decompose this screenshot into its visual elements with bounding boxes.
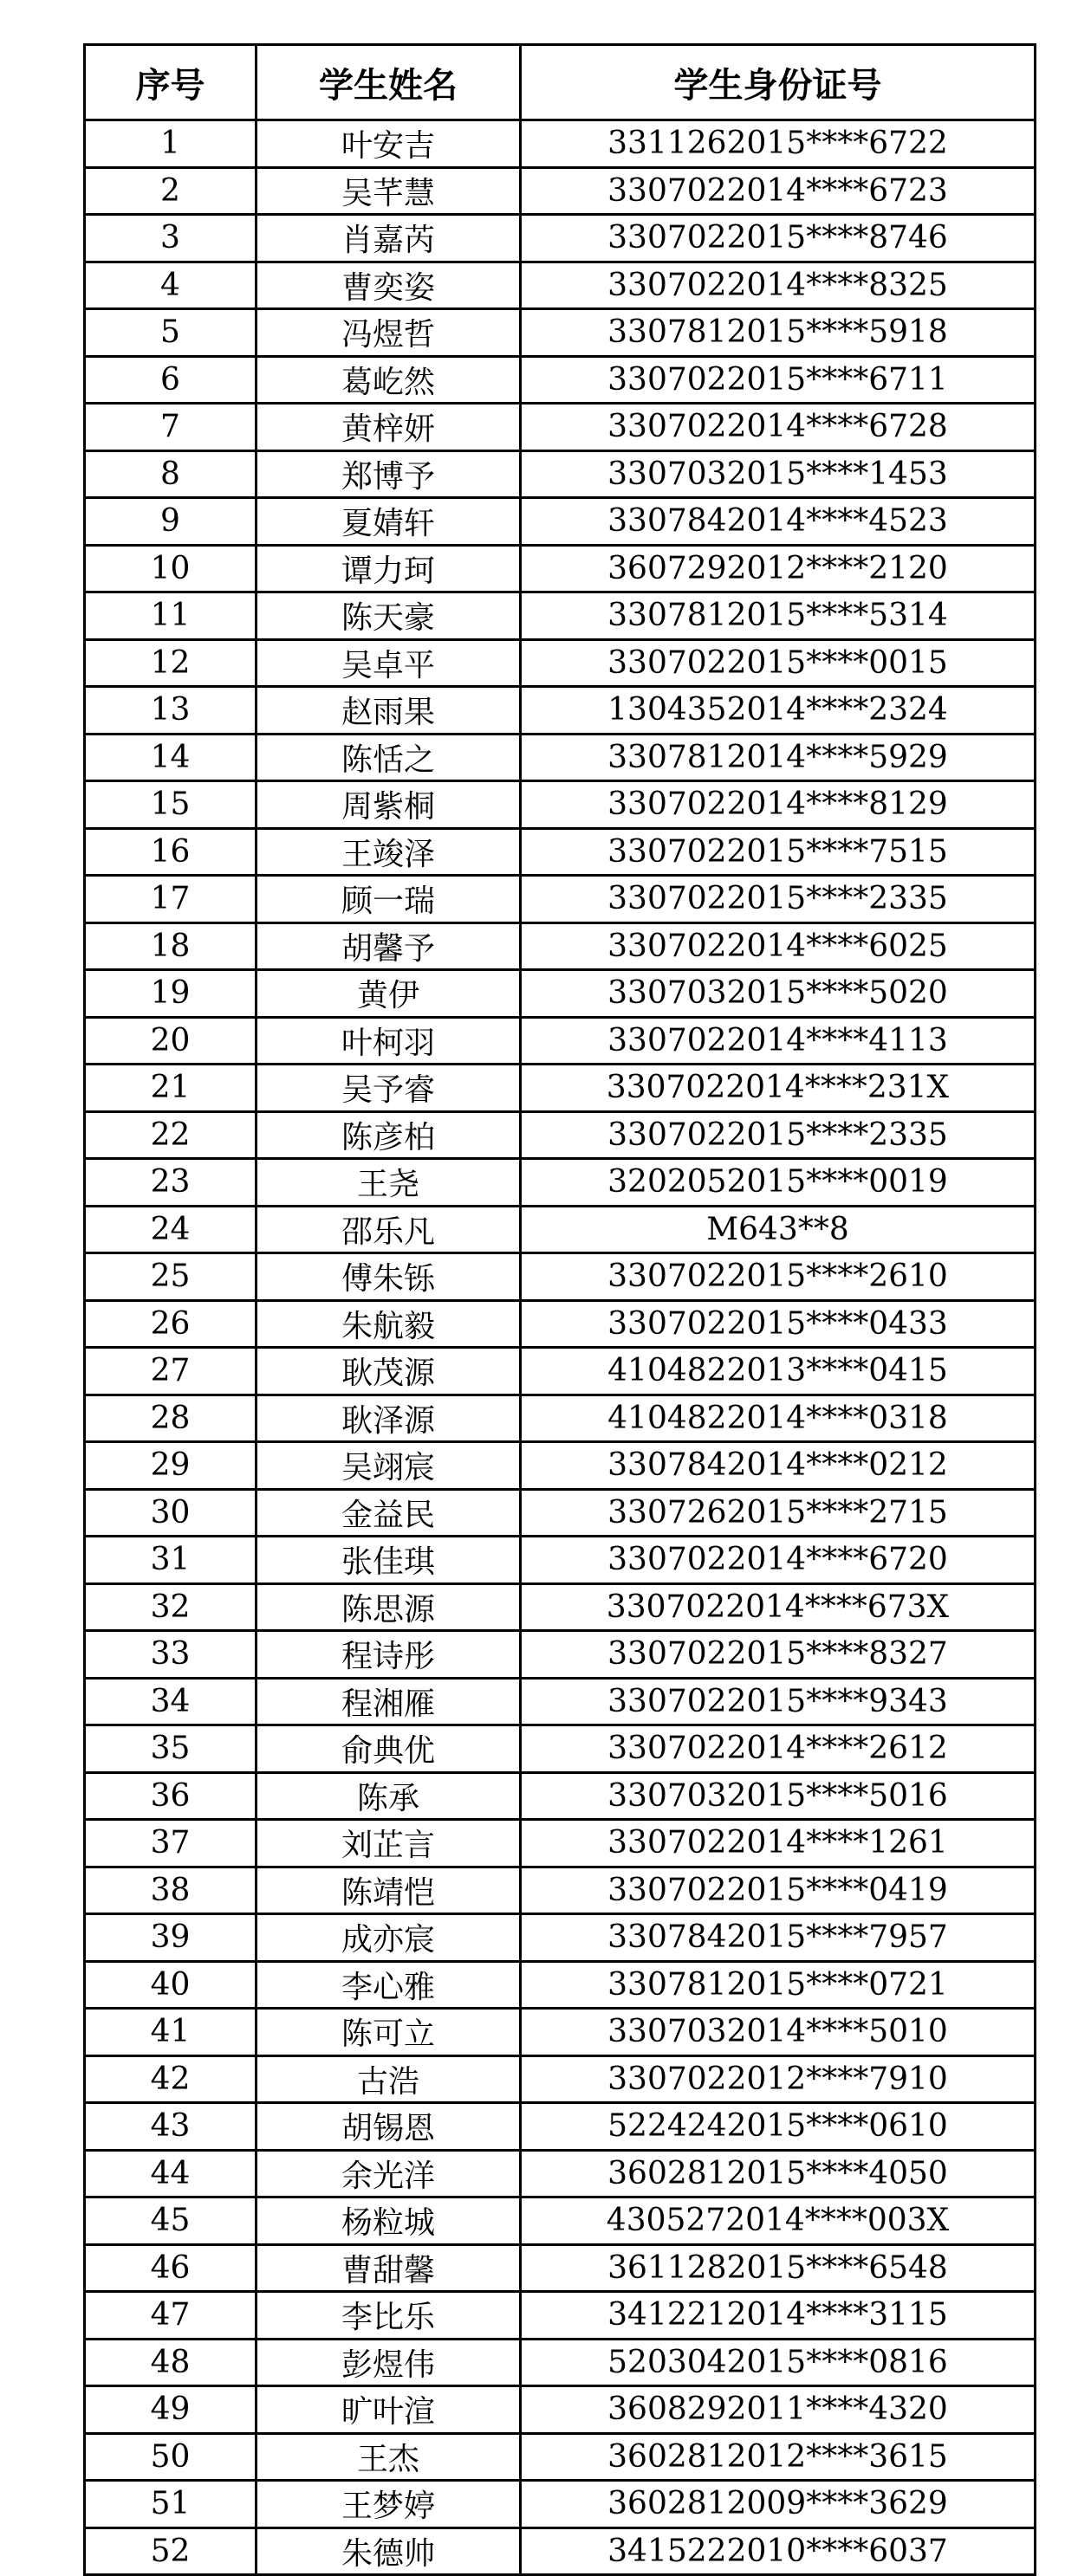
cell-name: 陈靖恺 — [257, 1867, 521, 1914]
cell-name: 成亦宸 — [257, 1914, 521, 1962]
cell-seq: 25 — [85, 1253, 257, 1301]
cell-id: M643**8 — [521, 1206, 1036, 1253]
cell-name: 李比乐 — [257, 2292, 521, 2340]
cell-seq: 42 — [85, 2055, 257, 2103]
cell-id: 3307262015****2715 — [521, 1489, 1036, 1537]
table-row — [85, 922, 1036, 970]
cell-seq: 26 — [85, 1300, 257, 1348]
cell-name: 陈恬之 — [257, 734, 521, 781]
cell-seq: 19 — [85, 970, 257, 1018]
cell-seq: 45 — [85, 2197, 257, 2245]
header-id: 学生身份证号 — [521, 45, 1036, 120]
table-row — [85, 1065, 1036, 1112]
cell-name: 张佳琪 — [257, 1537, 521, 1584]
cell-id: 4104822013****0415 — [521, 1348, 1036, 1395]
cell-seq: 5 — [85, 309, 257, 357]
cell-name: 金益民 — [257, 1489, 521, 1537]
table-row — [85, 215, 1036, 262]
cell-id: 3307022015****9343 — [521, 1678, 1036, 1725]
cell-seq: 16 — [85, 828, 257, 876]
cell-seq: 29 — [85, 1442, 257, 1490]
cell-id: 3307022015****7515 — [521, 828, 1036, 876]
cell-id: 3307812015****5314 — [521, 592, 1036, 640]
header-seq: 序号 — [85, 45, 257, 120]
cell-id: 3307022014****4113 — [521, 1017, 1036, 1065]
table-row — [85, 734, 1036, 781]
cell-name: 葛屹然 — [257, 356, 521, 404]
cell-name: 胡馨予 — [257, 922, 521, 970]
cell-seq: 44 — [85, 2150, 257, 2197]
cell-id: 5203042015****0816 — [521, 2339, 1036, 2386]
table-row — [85, 2103, 1036, 2151]
cell-id: 3307022015****2610 — [521, 1253, 1036, 1301]
cell-id: 3202052015****0019 — [521, 1159, 1036, 1207]
cell-id: 3307022014****673X — [521, 1583, 1036, 1631]
cell-id: 3307022015****2335 — [521, 876, 1036, 923]
cell-name: 耿泽源 — [257, 1395, 521, 1442]
table-row — [85, 1253, 1036, 1301]
cell-id: 3307032015****5020 — [521, 970, 1036, 1018]
header-row — [85, 45, 1036, 120]
cell-seq: 7 — [85, 404, 257, 451]
cell-id: 4305272014****003X — [521, 2197, 1036, 2245]
cell-name: 谭力珂 — [257, 545, 521, 592]
cell-id: 3307022014****6728 — [521, 404, 1036, 451]
table-row — [85, 1537, 1036, 1584]
table-row — [85, 1772, 1036, 1820]
cell-name: 吴予睿 — [257, 1065, 521, 1112]
cell-name: 李心雅 — [257, 1961, 521, 2009]
table-row — [85, 498, 1036, 546]
cell-id: 3307842014****4523 — [521, 498, 1036, 546]
table-row — [85, 1206, 1036, 1253]
cell-name: 黄梓妍 — [257, 404, 521, 451]
table-row — [85, 828, 1036, 876]
cell-name: 赵雨果 — [257, 687, 521, 735]
cell-id: 3307812014****5929 — [521, 734, 1036, 781]
cell-name: 吴卓平 — [257, 639, 521, 687]
cell-name: 邵乐凡 — [257, 1206, 521, 1253]
cell-id: 3307022012****7910 — [521, 2055, 1036, 2103]
cell-seq: 8 — [85, 450, 257, 498]
cell-name: 彭煜伟 — [257, 2339, 521, 2386]
cell-id: 3311262015****6722 — [521, 120, 1036, 168]
cell-id: 3412212014****3115 — [521, 2292, 1036, 2340]
cell-name: 王杰 — [257, 2433, 521, 2481]
table-row — [85, 592, 1036, 640]
cell-seq: 6 — [85, 356, 257, 404]
cell-seq: 49 — [85, 2386, 257, 2434]
table-row — [85, 1961, 1036, 2009]
table-row — [85, 1489, 1036, 1537]
cell-seq: 41 — [85, 2009, 257, 2056]
cell-seq: 40 — [85, 1961, 257, 2009]
cell-name: 夏婧轩 — [257, 498, 521, 546]
cell-seq: 4 — [85, 262, 257, 309]
table-row — [85, 1678, 1036, 1725]
cell-name: 俞典优 — [257, 1725, 521, 1773]
table-row — [85, 356, 1036, 404]
table-row — [85, 309, 1036, 357]
cell-name: 曹甜馨 — [257, 2244, 521, 2292]
table-row — [85, 2481, 1036, 2528]
cell-id: 3307032015****1453 — [521, 450, 1036, 498]
cell-seq: 31 — [85, 1537, 257, 1584]
cell-name: 叶安吉 — [257, 120, 521, 168]
table-row — [85, 2055, 1036, 2103]
cell-seq: 37 — [85, 1820, 257, 1867]
table-row — [85, 262, 1036, 309]
cell-seq: 38 — [85, 1867, 257, 1914]
cell-name: 郑博予 — [257, 450, 521, 498]
table-row — [85, 1395, 1036, 1442]
cell-seq: 23 — [85, 1159, 257, 1207]
cell-name: 陈思源 — [257, 1583, 521, 1631]
cell-name: 叶柯羽 — [257, 1017, 521, 1065]
cell-name: 程湘雁 — [257, 1678, 521, 1725]
table-row — [85, 970, 1036, 1018]
table-row — [85, 2244, 1036, 2292]
cell-name: 周紫桐 — [257, 781, 521, 829]
cell-id: 3307022015****6711 — [521, 356, 1036, 404]
cell-seq: 1 — [85, 120, 257, 168]
cell-id: 3608292011****4320 — [521, 2386, 1036, 2434]
cell-seq: 24 — [85, 1206, 257, 1253]
cell-id: 3307022014****2612 — [521, 1725, 1036, 1773]
cell-name: 朱航毅 — [257, 1300, 521, 1348]
cell-seq: 36 — [85, 1772, 257, 1820]
cell-name: 曹奕姿 — [257, 262, 521, 309]
table-row — [85, 1631, 1036, 1679]
cell-id: 3415222010****6037 — [521, 2527, 1036, 2575]
cell-id: 3307022015****8746 — [521, 215, 1036, 262]
table-row — [85, 2150, 1036, 2197]
cell-seq: 11 — [85, 592, 257, 640]
table-row — [85, 404, 1036, 451]
cell-seq: 39 — [85, 1914, 257, 1962]
table-row — [85, 781, 1036, 829]
cell-name: 吴芊慧 — [257, 167, 521, 215]
table-row — [85, 1111, 1036, 1159]
cell-name: 程诗彤 — [257, 1631, 521, 1679]
table-row — [85, 2386, 1036, 2434]
cell-id: 3307842014****0212 — [521, 1442, 1036, 1490]
cell-name: 胡锡恩 — [257, 2103, 521, 2151]
cell-name: 古浩 — [257, 2055, 521, 2103]
cell-name: 陈承 — [257, 1772, 521, 1820]
cell-id: 3307022015****2335 — [521, 1111, 1036, 1159]
cell-name: 陈可立 — [257, 2009, 521, 2056]
cell-seq: 50 — [85, 2433, 257, 2481]
table-row — [85, 1300, 1036, 1348]
student-table — [83, 43, 1036, 2576]
cell-seq: 2 — [85, 167, 257, 215]
cell-name: 杨粒城 — [257, 2197, 521, 2245]
cell-seq: 34 — [85, 1678, 257, 1725]
table-row — [85, 1159, 1036, 1207]
cell-seq: 52 — [85, 2527, 257, 2575]
cell-id: 3307812015****5918 — [521, 309, 1036, 357]
cell-seq: 33 — [85, 1631, 257, 1679]
cell-name: 陈天豪 — [257, 592, 521, 640]
cell-name: 耿茂源 — [257, 1348, 521, 1395]
cell-name: 旷叶渲 — [257, 2386, 521, 2434]
cell-name: 王梦婷 — [257, 2481, 521, 2528]
cell-id: 3602812015****4050 — [521, 2150, 1036, 2197]
cell-id: 3611282015****6548 — [521, 2244, 1036, 2292]
cell-name: 傅朱铄 — [257, 1253, 521, 1301]
cell-id: 3307022015****8327 — [521, 1631, 1036, 1679]
cell-id: 3307022015****0015 — [521, 639, 1036, 687]
cell-seq: 14 — [85, 734, 257, 781]
table-row — [85, 1583, 1036, 1631]
table-row — [85, 1017, 1036, 1065]
table-row — [85, 1867, 1036, 1914]
cell-seq: 35 — [85, 1725, 257, 1773]
cell-seq: 48 — [85, 2339, 257, 2386]
cell-id: 5224242015****0610 — [521, 2103, 1036, 2151]
cell-seq: 9 — [85, 498, 257, 546]
cell-seq: 3 — [85, 215, 257, 262]
table-row — [85, 2292, 1036, 2340]
cell-name: 顾一瑞 — [257, 876, 521, 923]
table-row — [85, 2009, 1036, 2056]
cell-id: 4104822014****0318 — [521, 1395, 1036, 1442]
cell-id: 1304352014****2324 — [521, 687, 1036, 735]
cell-seq: 10 — [85, 545, 257, 592]
cell-seq: 27 — [85, 1348, 257, 1395]
table-row — [85, 639, 1036, 687]
table-row — [85, 1914, 1036, 1962]
table-row — [85, 1442, 1036, 1490]
cell-name: 余光洋 — [257, 2150, 521, 2197]
cell-name: 王尧 — [257, 1159, 521, 1207]
table-row — [85, 167, 1036, 215]
cell-id: 3307022014****8325 — [521, 262, 1036, 309]
table-row — [85, 687, 1036, 735]
table-row — [85, 120, 1036, 168]
cell-name: 刘芷言 — [257, 1820, 521, 1867]
table-row — [85, 1820, 1036, 1867]
cell-seq: 43 — [85, 2103, 257, 2151]
cell-id: 3307022015****0419 — [521, 1867, 1036, 1914]
table-row — [85, 2339, 1036, 2386]
cell-id: 3607292012****2120 — [521, 545, 1036, 592]
header-name: 学生姓名 — [257, 45, 521, 120]
cell-name: 黄伊 — [257, 970, 521, 1018]
cell-name: 肖嘉芮 — [257, 215, 521, 262]
cell-seq: 46 — [85, 2244, 257, 2292]
cell-seq: 28 — [85, 1395, 257, 1442]
cell-seq: 13 — [85, 687, 257, 735]
cell-id: 3307022014****6720 — [521, 1537, 1036, 1584]
student-list-sheet — [83, 43, 1036, 2576]
cell-id: 3307022014****6723 — [521, 167, 1036, 215]
table-row — [85, 545, 1036, 592]
table-row — [85, 876, 1036, 923]
cell-id: 3307842015****7957 — [521, 1914, 1036, 1962]
cell-id: 3307812015****0721 — [521, 1961, 1036, 2009]
table-row — [85, 1725, 1036, 1773]
cell-id: 3602812009****3629 — [521, 2481, 1036, 2528]
table-row — [85, 2433, 1036, 2481]
cell-name: 冯煜哲 — [257, 309, 521, 357]
cell-seq: 20 — [85, 1017, 257, 1065]
table-row — [85, 2527, 1036, 2575]
cell-name: 王竣泽 — [257, 828, 521, 876]
table-row — [85, 450, 1036, 498]
cell-id: 3307022015****0433 — [521, 1300, 1036, 1348]
cell-id: 3307032014****5010 — [521, 2009, 1036, 2056]
cell-seq: 47 — [85, 2292, 257, 2340]
cell-id: 3602812012****3615 — [521, 2433, 1036, 2481]
cell-id: 3307022014****8129 — [521, 781, 1036, 829]
table-body — [85, 120, 1036, 2575]
table-row — [85, 2197, 1036, 2245]
cell-id: 3307022014****6025 — [521, 922, 1036, 970]
cell-seq: 18 — [85, 922, 257, 970]
cell-seq: 17 — [85, 876, 257, 923]
cell-id: 3307022014****1261 — [521, 1820, 1036, 1867]
cell-seq: 12 — [85, 639, 257, 687]
table-row — [85, 1348, 1036, 1395]
cell-name: 朱德帅 — [257, 2527, 521, 2575]
cell-seq: 15 — [85, 781, 257, 829]
cell-seq: 21 — [85, 1065, 257, 1112]
cell-seq: 51 — [85, 2481, 257, 2528]
cell-id: 3307032015****5016 — [521, 1772, 1036, 1820]
cell-seq: 22 — [85, 1111, 257, 1159]
cell-name: 吴翊宸 — [257, 1442, 521, 1490]
cell-name: 陈彦柏 — [257, 1111, 521, 1159]
cell-seq: 30 — [85, 1489, 257, 1537]
cell-seq: 32 — [85, 1583, 257, 1631]
cell-id: 3307022014****231X — [521, 1065, 1036, 1112]
